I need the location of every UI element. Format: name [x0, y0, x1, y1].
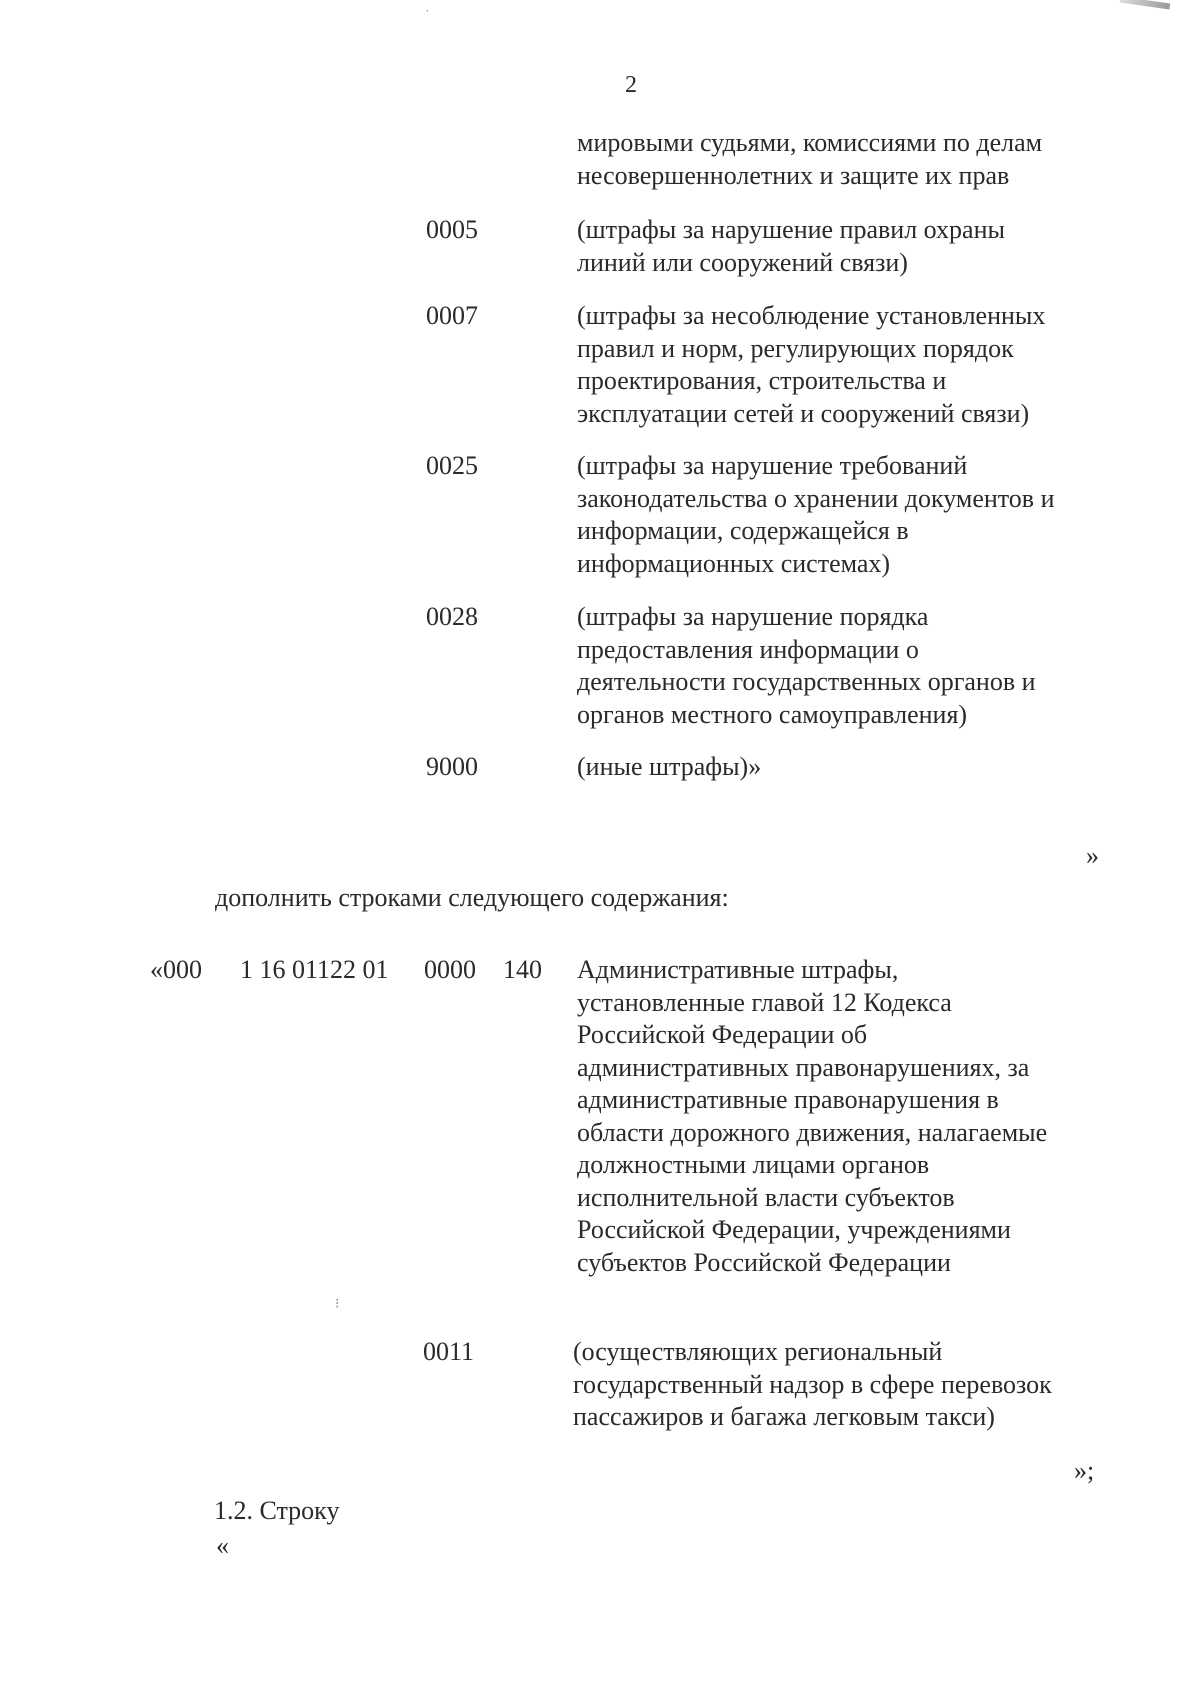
continuation-text: мировыми судьями, комиссиями по делам несовершеннолетних и защите их прав [577, 128, 1043, 190]
scan-speck: ˙ [425, 8, 430, 23]
scan-speck: ⁝ [335, 1297, 340, 1312]
entry-code: 0007 [426, 301, 478, 330]
row-col-kosgu-code: 140 [503, 955, 542, 984]
closing-quote: » [1086, 841, 1099, 870]
entry-code: 0025 [426, 451, 478, 480]
entry-description: (штрафы за нарушение правил охраны линий или сооружений связи) [577, 215, 1005, 277]
entry-description: (иные штрафы)» [577, 752, 762, 781]
section-heading: 1.2. Строку [214, 1496, 340, 1525]
opening-quote: « [216, 1531, 229, 1560]
closing-quote: »; [1074, 1456, 1095, 1485]
entry-description: (штрафы за несоблюдение установленных правил и норм, регулирующих порядок проектирования, строительства и эксплуатации сетей и сооружений связи) [577, 301, 1046, 428]
instruction-text: дополнить строками следующего содержания: [215, 883, 729, 912]
page-number: 2 [625, 72, 637, 98]
entry-code: 0005 [426, 215, 478, 244]
entry-description: (осуществляющих региональный государственный надзор в сфере перевозок пассажиров и багажа легковым такси) [573, 1337, 1052, 1431]
row-col-kbk-code: 1 16 01122 01 [240, 955, 389, 984]
scan-corner-mark [1120, 0, 1170, 9]
entry-code: 0028 [426, 602, 478, 631]
entry-description: (штрафы за нарушение требований законодательства о хранении документов и информации, содержащейся в информационных системах) [577, 451, 1055, 578]
entry-code: 9000 [426, 752, 478, 781]
entry-description: (штрафы за нарушение порядка предоставления информации о деятельности государственных органов и органов местного самоуправления) [577, 602, 1036, 729]
row-description: Административные штрафы, установленные главой 12 Кодекса Российской Федерации об административных правонарушениях, за административные правонарушения в области дорожного движения, налагаемые должностными лицами органов исполнительной власти субъектов Российской Федерации, учреждениями субъектов Российской Федерации [577, 955, 1048, 1277]
row-col-admin-code: «000 [150, 955, 202, 984]
row-col-subtype-code: 0000 [424, 955, 476, 984]
entry-code: 0011 [423, 1337, 475, 1366]
